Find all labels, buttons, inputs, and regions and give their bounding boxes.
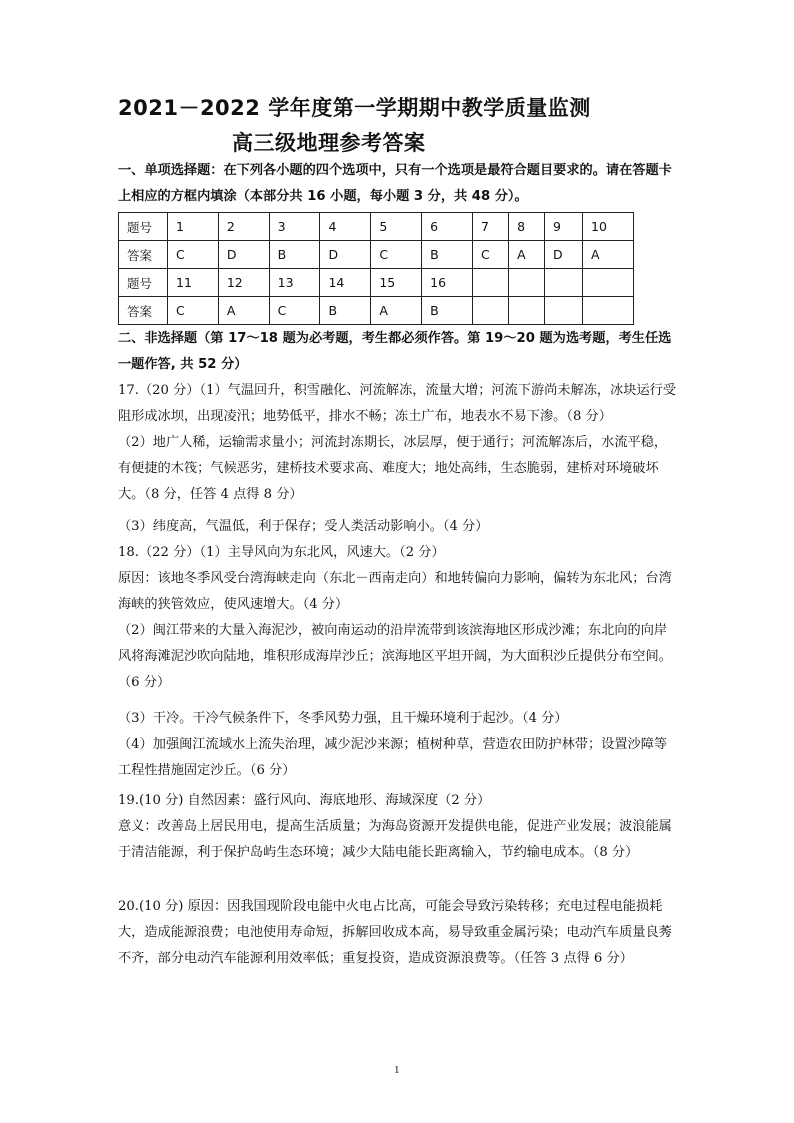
q19-factors: 19.(10 分) 自然因素：盛行风向、海底地形、海域深度（2 分） [118,793,491,808]
table-cell: 2 [218,213,269,241]
table-cell: 11 [168,269,219,297]
table-cell: D [320,241,371,269]
table-cell: B [422,297,473,325]
table-cell: 1 [168,213,219,241]
q18-part4: （4）加强闽江流域水上流失治理，减少泥沙来源；植树种草，营造农田防护林带；设置沙障等工程性措施固定沙丘。（6 分） [118,737,668,778]
table-row-label: 题号 [119,269,168,297]
table-row-label: 答案 [119,297,168,325]
q17-part1: 17.（20 分）（1）气温回升，积雪融化、河流解冻，流量大增；河流下游尚未解冻，冰块运行受阻形成冰坝，出现凌汛；地势低平，排水不畅；冻土广布，地表水不易下渗。（8 分） [118,383,677,424]
table-cell: 15 [371,269,422,297]
table-row [119,269,634,297]
table-cell [545,297,583,325]
table-cell [509,269,545,297]
q17-part2: （2）地广人稀，运输需求量小；河流封冻期长，冰层厚，便于通行；河流解冻后，水流平稳，有便捷的木筏；气候恶劣，建桥技术要求高、难度大；地处高纬，生态脆弱，建桥对环境破坏大。（8 分，任答 4 点得 8 分） [118,435,668,502]
table-cell: B [269,241,320,269]
table-cell [545,269,583,297]
table-cell: 10 [583,213,634,241]
table-cell: 8 [509,213,545,241]
table-cell: B [320,297,371,325]
table-cell: 6 [422,213,473,241]
table-cell: A [218,297,269,325]
table-cell: 12 [218,269,269,297]
table-cell: D [545,241,583,269]
table-row-label: 答案 [119,241,168,269]
table-row [119,297,634,325]
table-cell: A [583,241,634,269]
table-cell: 7 [472,213,508,241]
section2-heading: 二、非选择题（第 17～18 题为必考题，考生都必须作答。第 19～20 题为选考题，考生任选一题作答, 共 52 分） [118,331,672,372]
table-cell [472,297,508,325]
table-cell [472,269,508,297]
table-cell: 13 [269,269,320,297]
table-cell: C [168,241,219,269]
q18-part2: （2）闽江带来的大量入海泥沙，被向南运动的沿岸流带到该滨海地区形成沙滩；东北向的向岸风将海滩泥沙吹向陆地，堆积形成海岸沙丘；滨海地区平坦开阔，为大面积沙丘提供分布空间。（6 分） [118,623,672,690]
table-cell [583,269,634,297]
table-row [119,213,634,241]
table-cell: C [269,297,320,325]
table-cell: 4 [320,213,371,241]
table-row-label: 题号 [119,213,168,241]
table-cell: 3 [269,213,320,241]
q19-significance: 意义：改善岛上居民用电，提高生活质量；为海岛资源开发提供电能，促进产业发展；波浪能属于清洁能源，利于保护岛屿生态环境；减少大陆电能长距离输入，节约输电成本。（8 分） [118,819,672,860]
table-cell: 9 [545,213,583,241]
page-number: 1 [394,1064,400,1076]
document-title: 2021－2022 学年度第一学期期中教学质量监测 [118,96,591,120]
table-cell: C [472,241,508,269]
table-cell: 14 [320,269,371,297]
table-cell [583,297,634,325]
document-subtitle: 高三级地理参考答案 [232,131,426,155]
table-cell: 5 [371,213,422,241]
answer-table [118,212,634,325]
table-cell: B [422,241,473,269]
table-cell: A [509,241,545,269]
table-cell [509,297,545,325]
table-cell: C [168,297,219,325]
table-cell: C [371,241,422,269]
q18-part1: 18.（22 分）（1）主导风向为东北风，风速大。（2 分） [118,545,445,560]
q20-answer: 20.(10 分) 原因：因我国现阶段电能中火电占比高，可能会导致污染转移；充电过程电能损耗大，造成能源浪费；电池使用寿命短，拆解回收成本高，易导致重金属污染；电动汽车质量良莠不齐，部分电动汽车能源利用效率低；重复投资，造成资源浪费等。（任答 3 点得 6 分） [118,899,672,966]
table-row [119,241,634,269]
section1-heading: 一、单项选择题：在下列各小题的四个选项中，只有一个选项是最符合题目要求的。请在答题卡上相应的方框内填涂（本部分共 16 小题，每小题 3 分，共 48 分）。 [118,163,672,204]
q18-reason: 原因：该地冬季风受台湾海峡走向（东北－西南走向）和地转偏向力影响，偏转为东北风；台湾海峡的狭管效应，使风速增大。（4 分） [118,571,672,612]
table-cell: D [218,241,269,269]
table-cell: A [371,297,422,325]
q17-part3: （3）纬度高，气温低，利于保存；受人类活动影响小。（4 分） [118,519,489,534]
table-cell: 16 [422,269,473,297]
q18-part3: （3）干冷。干冷气候条件下，冬季风势力强，且干燥环境利于起沙。（4 分） [118,711,568,726]
